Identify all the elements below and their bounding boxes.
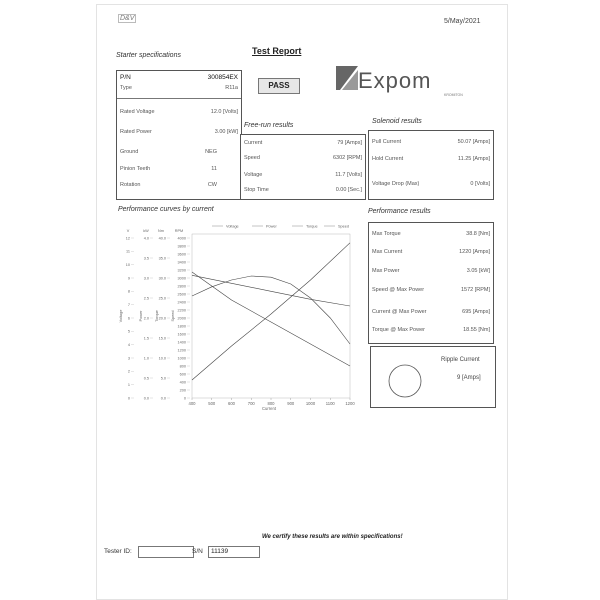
solenoid-table [368,130,494,200]
voltage-axis-tick: 6 [127,316,130,321]
voltage-drop-label: Voltage Drop (Max) [372,181,420,187]
pinion-label: Pinion Teeth [120,166,151,172]
rated-power-value: 3.00 [kW] [214,129,238,135]
axis-unit-torque: Nm [158,229,164,233]
power-axis-tick: 1.5 [143,336,149,341]
x-axis-label: Current [262,406,276,411]
legend-item-speed: Speed [338,224,349,229]
speed-axis-tick: 2200 [177,308,186,313]
ripple-label: Ripple Current [441,357,480,363]
x-tick-label: 1200 [345,401,355,406]
torque-axis-tick: 10.0 [158,356,166,361]
performance-results-title: Performance results [368,208,431,215]
current-at-power-value: 695 [Amps] [462,309,490,315]
pinion-value: 11 [211,166,217,172]
speed-axis-tick: 2600 [177,292,186,297]
plot-frame [192,234,350,398]
free-voltage-label: Voltage [244,172,263,178]
axis-label-power: Power [139,310,143,322]
x-tick-label: 500 [208,401,216,406]
speed-axis-tick: 0 [183,396,186,401]
speed-at-power-value: 1572 [RPM] [460,287,490,293]
divider [117,98,241,99]
chart-plot-area [192,234,350,398]
free-speed-value: 6302 [RPM] [332,155,362,161]
x-tick-label: 600 [228,401,235,406]
performance-chart [116,218,356,414]
free-current-label: Current [244,140,263,146]
legend-item-power: Power [266,224,277,229]
rated-power-label: Rated Power [120,129,152,135]
tester-id-field[interactable] [138,546,194,558]
ripple-waveform-icon [387,363,423,399]
x-tick-label: 1000 [305,401,316,406]
speed-axis-tick: 200 [179,388,186,393]
pass-badge: PASS [258,78,300,94]
speed-axis-tick: 3200 [177,268,186,273]
axis-unit-voltage: V [126,229,130,233]
power-axis-tick: 0.5 [143,376,149,381]
certification-statement: We certify these results are within specifications! [262,534,403,540]
free-speed-label: Speed [244,155,260,161]
speed-axis-tick: 3000 [177,276,186,281]
series-line-speed [192,272,350,366]
torque-at-power-label: Torque @ Max Power [372,327,425,333]
series-line-torque [192,243,350,380]
speed-axis-tick: 1400 [177,340,186,345]
max-power-label: Max Power [372,268,400,274]
x-tick-label: 900 [287,401,295,406]
type-label: Type [120,85,132,91]
max-power-value: 3.05 [kW] [466,268,490,274]
hold-current-label: Hold Current [372,156,404,162]
speed-axis-tick: 400 [179,380,186,385]
speed-axis-tick: 3400 [177,260,186,265]
speed-axis-tick: 1600 [177,332,186,337]
voltage-axis-tick: 4 [127,342,130,347]
company-logo: D&V [120,15,135,22]
brand-name: Expom [358,68,432,93]
x-tick-label: 700 [247,401,255,406]
rated-voltage-label: Rated Voltage [120,109,155,115]
speed-axis-tick: 600 [179,372,186,377]
x-tick-label: 800 [267,401,275,406]
report-title: Test Report [252,46,302,56]
speed-axis-tick: 800 [179,364,186,369]
speed-axis-tick: 2400 [177,300,186,305]
voltage-axis-tick: 8 [127,289,130,294]
ground-value: NEG [205,149,217,155]
starter-section-title: Starter specifications [116,52,181,59]
power-axis-tick: 2.0 [143,316,149,321]
voltage-axis-tick: 7 [127,302,130,307]
axis-label-speed: Speed [171,310,175,322]
tester-id-label: Tester ID: [104,548,132,555]
legend-item-torque: Torque [306,224,318,229]
rotation-value: CW [207,182,217,188]
expom-mark-icon [334,64,360,92]
chart-legend [212,225,349,229]
speed-axis-tick: 1000 [177,356,186,361]
free-run-table [240,134,366,200]
free-voltage-value: 11.7 [Volts] [335,172,362,178]
expom-logo [334,64,463,97]
stop-time-value: 0.00 [Sec.] [335,187,362,193]
pn-label: P/N [120,74,131,81]
torque-axis-tick: 30.0 [158,276,166,281]
speed-axis-tick: 1800 [177,324,186,329]
voltage-axis-tick: 10 [125,262,130,267]
voltage-axis-tick: 1 [127,382,130,387]
pull-current-label: Pull Current [372,139,402,145]
hold-current-value: 11.25 [Amps] [458,156,490,162]
axis-unit-power: kW [143,229,149,233]
performance-results-table [368,222,494,344]
voltage-axis-tick: 3 [127,356,130,361]
max-current-value: 1220 [Amps] [459,249,490,255]
voltage-axis-tick: 0 [127,396,130,401]
torque-axis-tick: 0.0 [160,396,166,401]
voltage-axis-tick: 2 [127,369,130,374]
axis-unit-speed: RPM [174,229,184,233]
speed-axis-tick: 3800 [177,244,186,249]
voltage-axis-tick: 5 [127,329,130,334]
torque-at-power-value: 18.55 [Nm] [463,327,490,333]
starter-specs-table [116,70,242,200]
chart-series [192,243,350,380]
serial-number-label: S/N [192,548,203,555]
max-current-label: Max Current [372,249,403,255]
speed-axis-tick: 2000 [177,316,186,321]
series-line-voltage [192,275,350,306]
x-tick-label: 1100 [325,401,335,406]
free-run-title: Free-run results [244,122,294,129]
ripple-box [370,346,496,408]
torque-axis-tick: 35.0 [158,256,166,261]
speed-at-power-label: Speed @ Max Power [372,287,425,293]
voltage-axis-tick: 12 [125,236,130,241]
max-torque-value: 38.8 [Nm] [466,231,490,237]
series-line-power [192,276,350,344]
max-torque-label: Max Torque [372,231,401,237]
voltage-axis-tick: 11 [126,249,130,254]
power-axis-tick: 0.0 [143,396,149,401]
voltage-axis-tick: 9 [127,276,130,281]
torque-axis-tick: 40.0 [158,236,166,241]
pull-current-value: 50.07 [Amps] [457,139,490,145]
report-date: 5/May/2021 [444,18,481,25]
rated-voltage-value: 12.0 [Volts] [210,109,238,115]
torque-axis-tick: 15.0 [158,336,166,341]
torque-axis-tick: 25.0 [158,296,166,301]
torque-axis-tick: 20.0 [158,316,166,321]
power-axis-tick: 1.0 [143,356,149,361]
power-axis-tick: 3.5 [143,256,149,261]
rotation-label: Rotation [120,182,141,188]
power-axis-tick: 3.0 [143,276,149,281]
chart-axes [119,229,355,411]
current-at-power-label: Current @ Max Power [372,309,427,315]
performance-chart-svg [116,218,356,414]
x-tick-label: 400 [188,401,196,406]
ground-label: Ground [120,149,139,155]
power-axis-tick: 4.0 [143,236,149,241]
torque-axis-tick: 5.0 [160,376,166,381]
speed-axis-tick: 1200 [177,348,186,353]
speed-axis-tick: 2800 [177,284,186,289]
brand-tagline: KROMITON [444,93,463,97]
performance-curves-title: Performance curves by current [118,206,214,213]
axis-label-voltage: Voltage [119,309,123,323]
free-current-value: 79 [Amps] [337,140,362,146]
solenoid-title: Solenoid results [372,118,422,125]
speed-axis-tick: 4000 [177,236,186,241]
power-axis-tick: 2.5 [143,296,149,301]
pn-value: 300854EX [207,74,238,81]
type-value: R11a [225,85,238,91]
voltage-drop-value: 0 [Volts] [470,181,490,187]
axis-label-torque: Torque [155,310,159,322]
ripple-value: 9 [Amps] [457,375,481,381]
speed-axis-tick: 3600 [177,252,186,257]
serial-number-field[interactable]: 11139 [208,546,260,558]
stop-time-label: Stop Time [244,187,269,193]
legend-item-voltage: Voltage [226,224,239,229]
